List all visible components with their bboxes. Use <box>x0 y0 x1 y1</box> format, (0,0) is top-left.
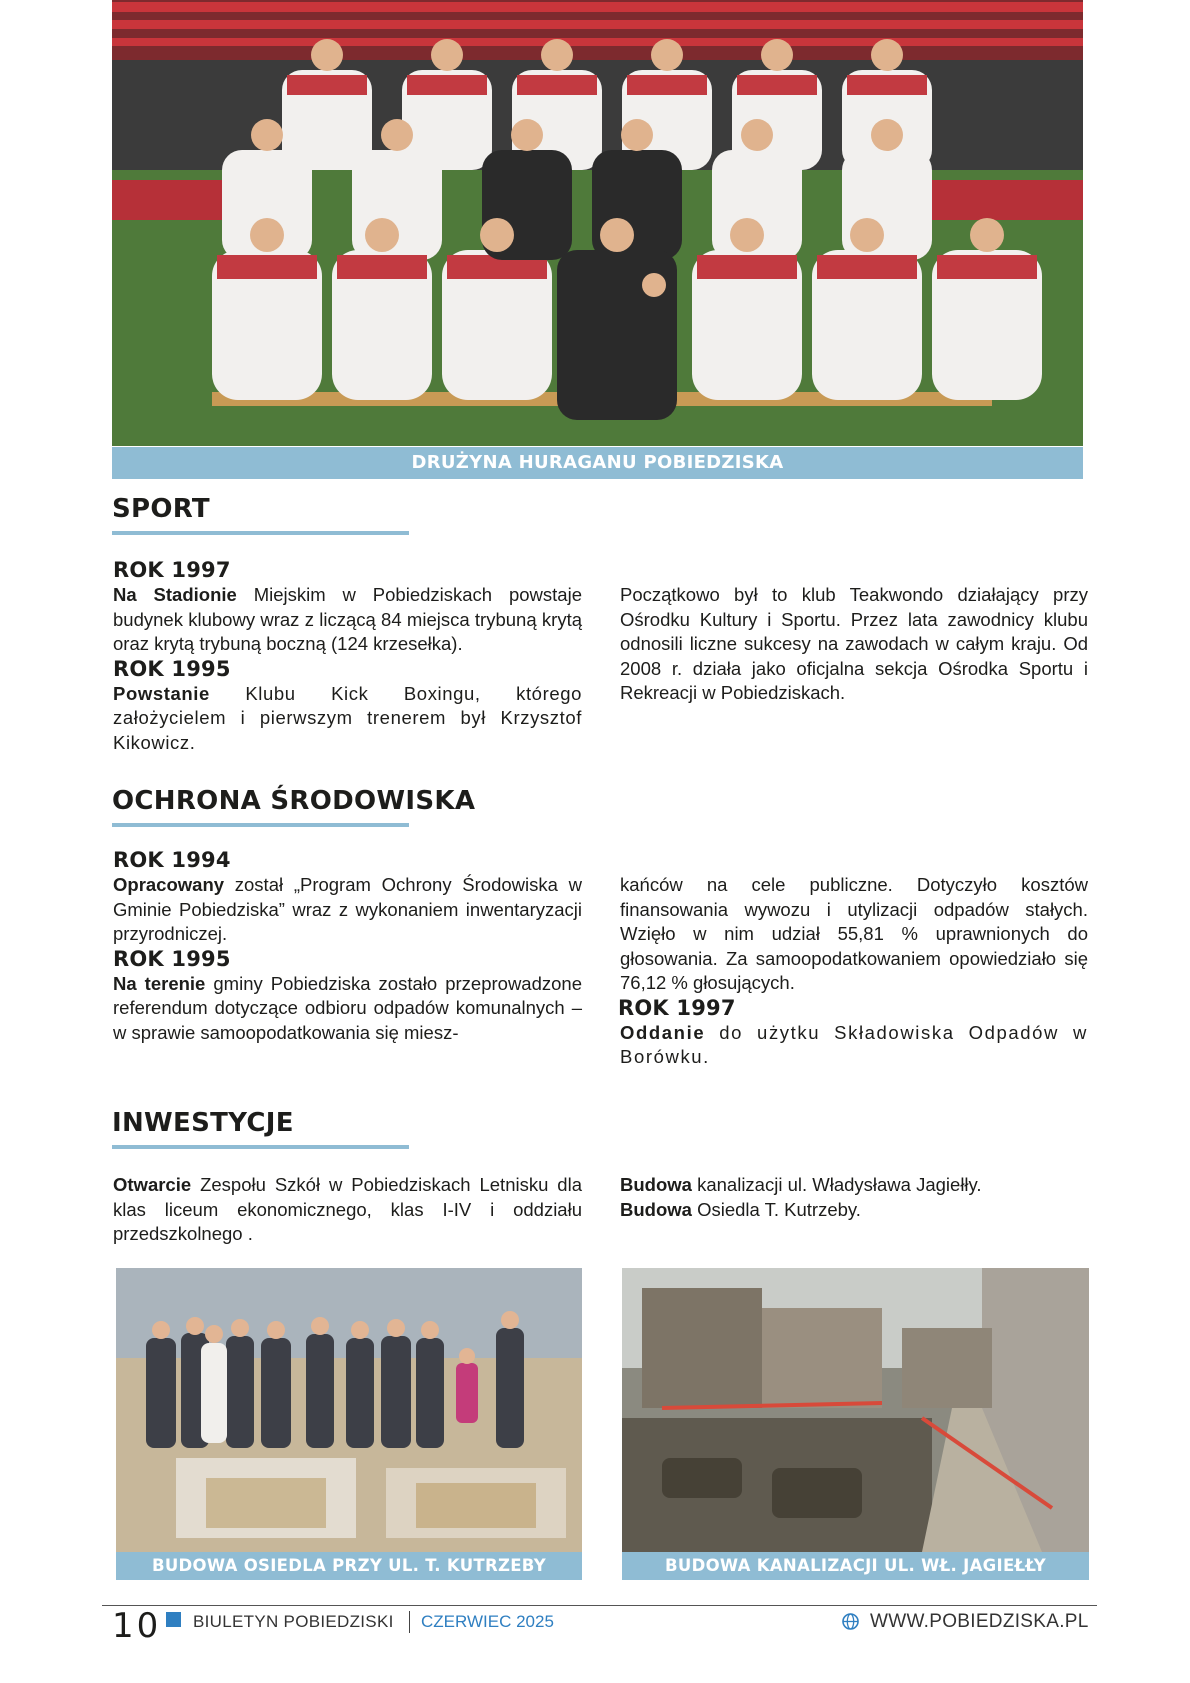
publication-name: BIULETYN POBIEDZISKI <box>193 1612 394 1631</box>
entry-lead: Na terenie <box>113 972 206 994</box>
sport-left-column <box>113 558 582 755</box>
kutrzeby-photo-caption: BUDOWA OSIEDLA PRZY UL. T. KUTRZEBY <box>116 1552 582 1580</box>
footer-rule <box>102 1605 1097 1606</box>
team-photo <box>112 0 1083 446</box>
inwestycje-entry-kanalizacja <box>620 1173 1088 1198</box>
sport-entry-1997 <box>113 583 582 657</box>
section-title-sport: SPORT <box>112 494 210 524</box>
ochrona-right-column <box>620 873 1088 1070</box>
section-rule-ochrona <box>112 823 409 827</box>
entry-text: Miejskim w Pobiedziskach powstaje budynek klubowy wraz z liczącą 84 miejsca trybuną krytą oraz krytą trybuną boczną (124 krzesełka). <box>113 584 582 654</box>
year-heading: ROK 1997 <box>618 995 736 1020</box>
ochrona-entry-1995 <box>113 972 582 1046</box>
entry-lead: Powstanie <box>113 682 210 704</box>
entry-lead: Otwarcie <box>113 1174 192 1195</box>
entry-text: został „Program Ochrony Środowiska w Gminie Pobiedziska” wraz z wykonaniem inwentaryzacji przyrodniczej. <box>113 874 582 944</box>
inwestycje-entry-otwarcie <box>113 1173 582 1247</box>
team-photo-caption: DRUŻYNA HURAGANU POBIEDZISKA <box>112 447 1083 479</box>
footer-square <box>166 1612 181 1627</box>
sport-right-column <box>620 583 1088 706</box>
inwestycje-right-column <box>620 1173 1088 1222</box>
entry-text: Zespołu Szkół w Pobiedziskach Letnisku dla klas liceum ekonomicznego, klas I-IV i oddziału przedszkolnego . <box>113 1174 582 1244</box>
jagielly-photo <box>622 1268 1089 1552</box>
footer-divider <box>409 1611 410 1633</box>
entry-text: do użytku Składowiska Odpadów w Borówku. <box>620 1021 1088 1067</box>
section-rule-inwestycje <box>112 1145 409 1149</box>
year-heading: ROK 1994 <box>113 848 231 872</box>
entry-text: kanalizacji ul. Władysława Jagiełły. <box>691 1174 982 1195</box>
inwestycje-left-column <box>113 1173 582 1247</box>
year-heading: ROK 1995 <box>113 656 231 681</box>
section-title-ochrona: OCHRONA ŚRODOWISKA <box>112 786 476 816</box>
website-link[interactable]: WWW.POBIEDZISKA.PL <box>870 1611 1089 1632</box>
jagielly-photo-caption: BUDOWA KANALIZACJI UL. WŁ. JAGIEŁŁY <box>622 1552 1089 1580</box>
section-title-inwestycje: INWESTYCJE <box>112 1108 294 1138</box>
kutrzeby-photo <box>116 1268 582 1552</box>
section-rule-sport <box>112 531 409 535</box>
issue-date: CZERWIEC 2025 <box>421 1612 554 1631</box>
entry-lead: Oddanie <box>620 1021 706 1043</box>
ochrona-right-text: kańców na cele publiczne. Dotyczyło kosztów finansowania wywozu i utylizacji odpadów stałych. Wzięło w nim udział 55,81 % uprawnionych do głosowania. Za samoopodatkowaniem opowiedziało się 76,12 % głosujących. <box>620 874 1088 993</box>
ochrona-left-column <box>113 848 582 1045</box>
entry-lead: Opracowany <box>113 874 225 895</box>
sport-right-text: Początkowo był to klub Teakwondo działający przy Ośrodku Kultury i Sportu. Przez lata zawodnicy klubu odnosili liczne sukcesy na zawodach w całym kraju. Od 2008 r. działa jako oficjalna sekcja Ośrodka Sportu i Rekreacji w Pobiedziskach. <box>620 584 1088 703</box>
sport-entry-1995 <box>113 682 582 756</box>
year-heading: ROK 1995 <box>113 946 231 971</box>
inwestycje-entry-osiedle <box>620 1198 1088 1223</box>
ochrona-entry-1994 <box>113 873 582 947</box>
entry-lead: Na Stadionie <box>113 584 237 605</box>
entry-text: gminy Pobiedziska zostało przeprowadzone referendum dotyczące odbioru odpadów komunalnych – w sprawie samoopodatkowania się miesz- <box>113 972 582 1043</box>
year-heading: ROK 1997 <box>113 558 231 582</box>
ochrona-entry-1997 <box>620 1021 1088 1070</box>
entry-lead: Budowa <box>620 1174 692 1195</box>
entry-text: Klubu Kick Boxingu, którego założycielem i pierwszym trenerem był Krzysztof Kikowicz. <box>113 682 582 753</box>
page-number: 10 <box>112 1606 162 1646</box>
entry-lead: Budowa <box>620 1198 692 1220</box>
globe-icon <box>842 1613 859 1630</box>
entry-text: Osiedla T. Kutrzeby. <box>691 1198 861 1220</box>
